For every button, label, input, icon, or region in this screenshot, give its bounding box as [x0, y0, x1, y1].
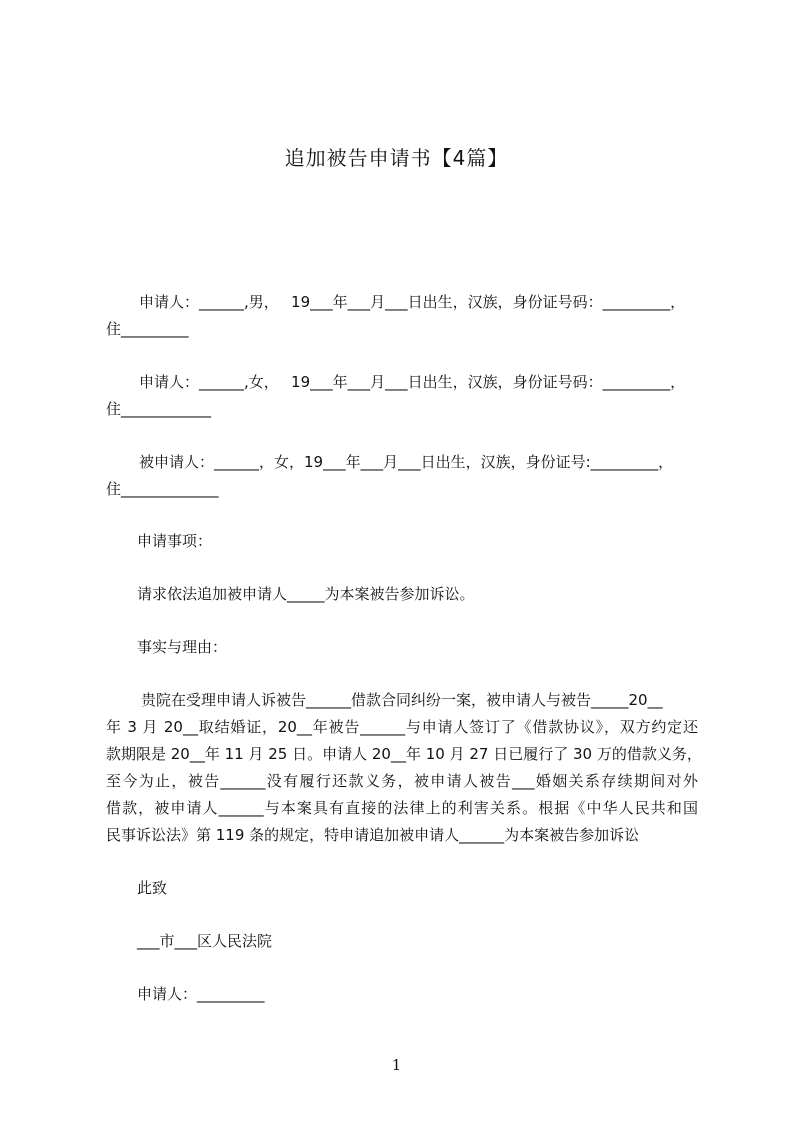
- matters-heading: 申请事项：: [137, 532, 213, 550]
- applicant1-line1: 申请人：______,男， 19___年___月___日出生，汉族，身份证号码：_________，: [139, 293, 686, 311]
- matters-text: 请求依法追加被申请人_____为本案被告参加诉讼。: [137, 585, 475, 603]
- facts-line: 民事诉讼法》第 119 条的规定，特申请追加被申请人______为本案被告参加诉讼: [106, 826, 640, 844]
- respondent-line1: 被申请人：______，女，19___年___月___日出生，汉族，身份证号:_________，: [139, 453, 674, 471]
- respondent-line2: 住_____________: [106, 480, 219, 498]
- facts-line: 款期限是 20__年 11 月 25 日。申请人 20__年 10 月 27 日已履行了 30 万的借款义务，: [106, 745, 702, 763]
- applicant2-line1: 申请人：______,女， 19___年___月___日出生，汉族，身份证号码：_________，: [139, 373, 686, 391]
- facts-line: 年 3 月 20__取结婚证，20__年被告______与申请人签订了《借款协议》，双方约定还: [106, 718, 698, 736]
- document-title: 追加被告申请书【4篇】: [284, 146, 509, 170]
- page-number: 1: [391, 1056, 402, 1074]
- facts-line: 借款，被申请人______与本案具有直接的法律上的利害关系。根据《中华人民共和国: [106, 799, 698, 817]
- facts-heading: 事实与理由：: [137, 638, 228, 656]
- applicant1-line2: 住_________: [106, 320, 189, 338]
- closing-salutation: 此致: [137, 879, 168, 897]
- signature-line: 申请人：_________: [137, 985, 265, 1003]
- court-name: ___市___区人民法院: [137, 932, 273, 950]
- applicant2-line2: 住____________: [106, 400, 212, 418]
- facts-line: 贵院在受理申请人诉被告______借款合同纠纷一案，被申请人与被告_____20__: [141, 691, 663, 709]
- facts-line: 至今为止，被告______没有履行还款义务，被申请人被告___婚姻关系存续期间对外: [106, 772, 698, 790]
